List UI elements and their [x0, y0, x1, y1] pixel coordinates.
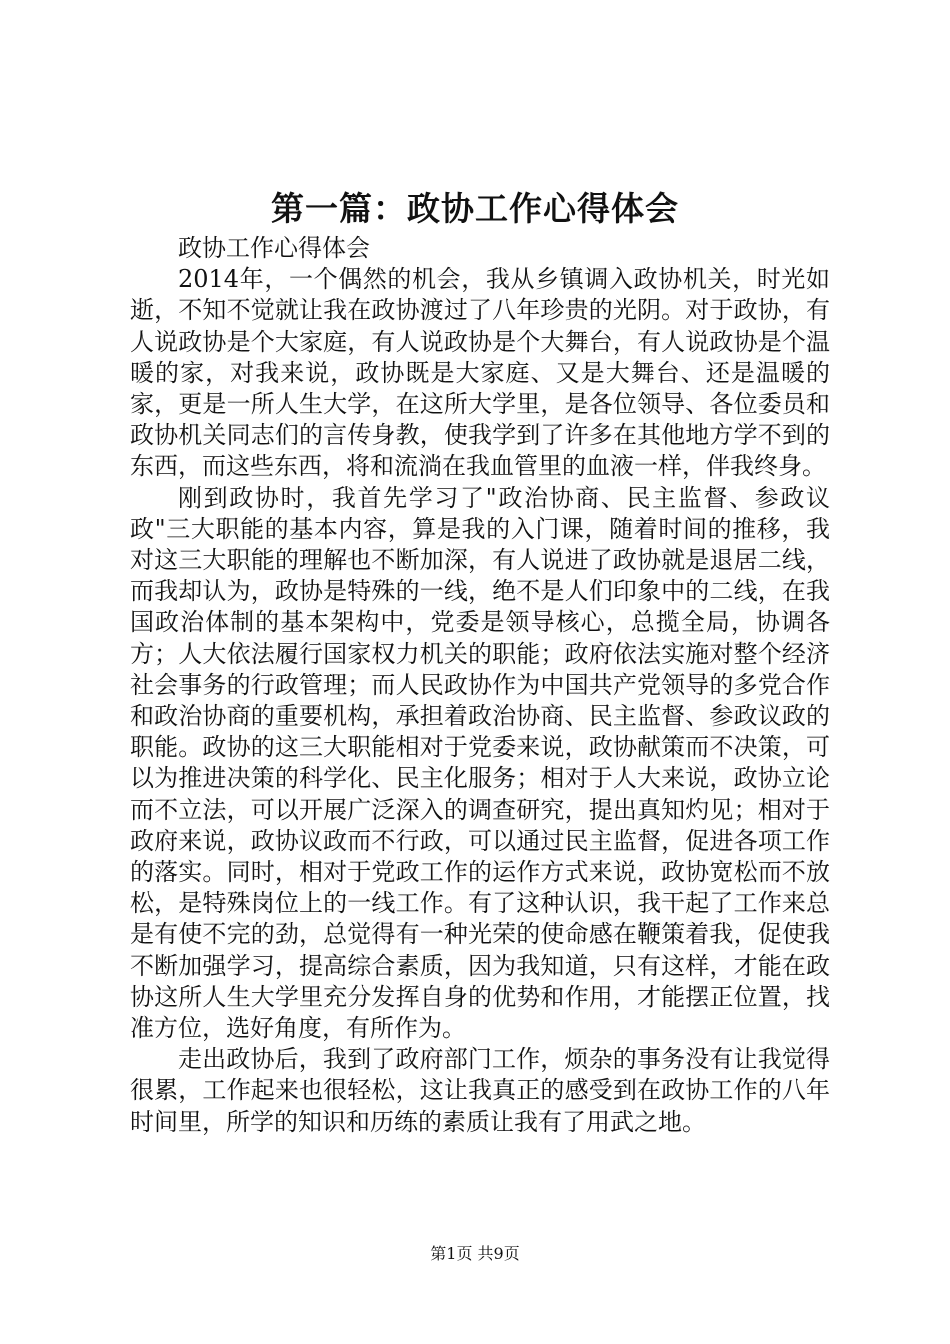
- paragraph: 走出政协后，我到了政府部门工作，烦杂的事务没有让我觉得很累，工作起来也很轻松，这让我真正的感受到在政协工作的八年时间里，所学的知识和历练的素质让我有了用武之地。: [130, 1045, 830, 1136]
- paragraph: 刚到政协时，我首先学习了"政治协商、民主监督、参政议政"三大职能的基本内容，算是我的入门课，随着时间的推移，我对这三大职能的理解也不断加深，有人说进了政协就是退居二线，而我却认为，政协是特殊的一线，绝不是人们印象中的二线，在我国政治体制的基本架构中，党委是领导核心，总揽全局，协调各方；人大依法履行国家权力机关的职能；政府依法实施对整个经济社会事务的行政管理；而人民政协作为中国共产党领导的多党合作和政治协商的重要机构，承担着政治协商、民主监督、参政议政的职能。政协的这三大职能相对于党委来说，政协献策而不决策，可以为推进决策的科学化、民主化服务；相对于人大来说，政协立论而不立法，可以开展广泛深入的调查研究，提出真知灼见；相对于政府来说，政协议政而不行政，可以通过民主监督，促进各项工作的落实。同时，相对于党政工作的运作方式来说，政协宽松而不放松，是特殊岗位上的一线工作。有了这种认识，我干起了工作来总是有使不完的劲，总觉得有一种光荣的使命感在鞭策着我，促使我不断加强学习，提高综合素质，因为我知道，只有这样，才能在政协这所人生大学里充分发挥自身的优势和作用，才能摆正位置，找准方位，选好角度，有所作为。: [130, 483, 830, 1043]
- document-title: 第一篇：政协工作心得体会: [271, 189, 679, 228]
- paragraph: 2014年，一个偶然的机会，我从乡镇调入政协机关，时光如逝，不知不觉就让我在政协渡过了八年珍贵的光阴。对于政协，有人说政协是个大家庭，有人说政协是个大舞台，有人说政协是个温暖的家，对我来说，政协既是大家庭、又是大舞台、还是温暖的家，更是一所人生大学，在这所大学里，是各位领导、各位委员和政协机关同志们的言传身教，使我学到了许多在其他地方学不到的东西，而这些东西，将和流淌在我血管里的血液一样，伴我终身。: [130, 265, 830, 481]
- page-footer: 第1页 共9页: [430, 1244, 520, 1263]
- paragraph-subtitle: 政协工作心得体会: [178, 234, 370, 262]
- document-body: [130, 233, 830, 1138]
